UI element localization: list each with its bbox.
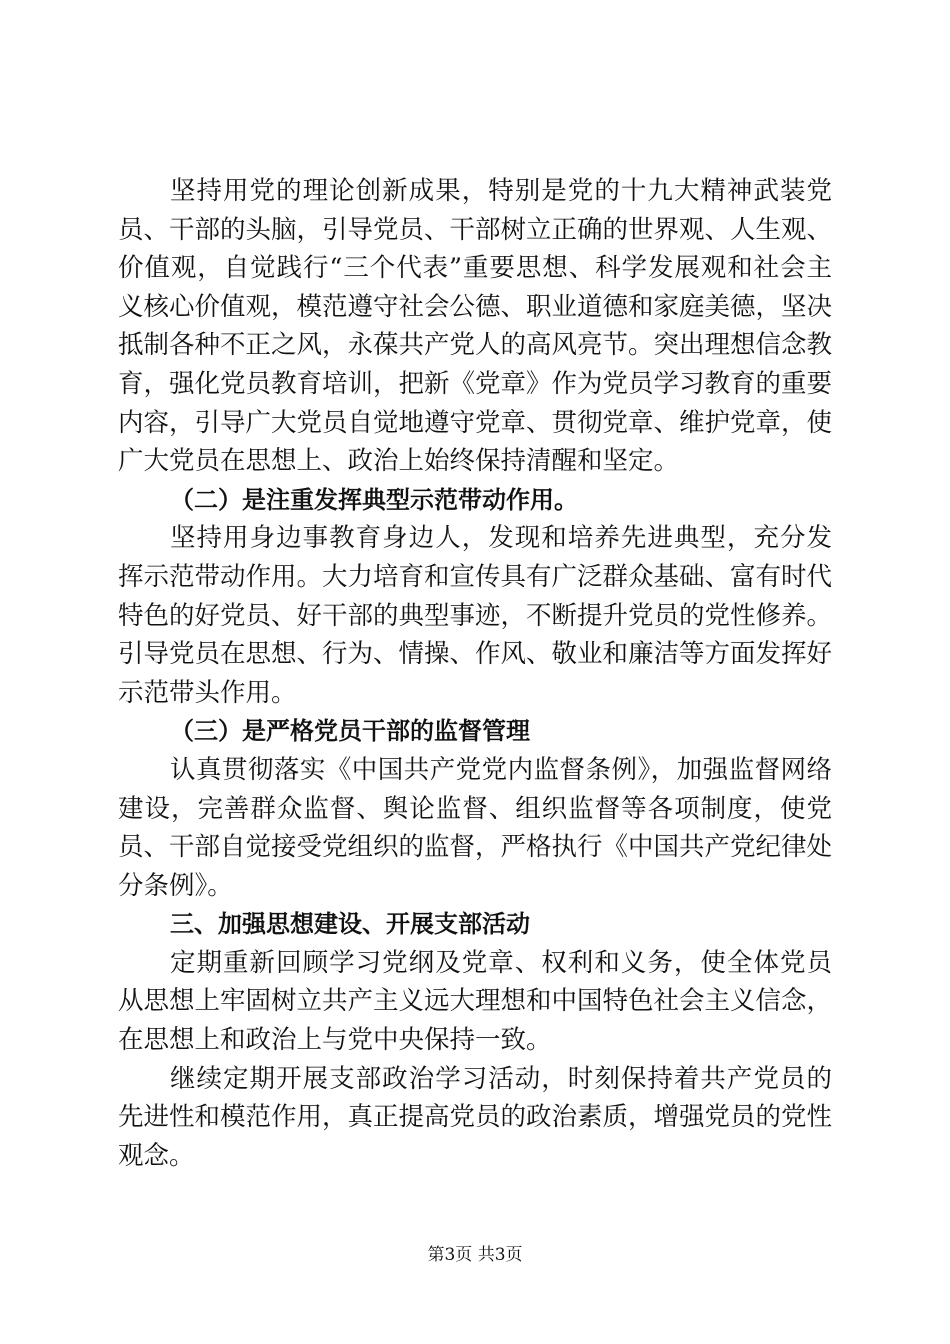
- paragraph-branch-study: 继续定期开展支部政治学习活动，时刻保持着共产党员的先进性和模范作用，真正提高党员的政治素质，增强党员的党性观念。: [118, 1063, 833, 1171]
- paragraph-review-study: 定期重新回顾学习党纲及党章、权利和义务，使全体党员从思想上牢固树立共产主义远大理想和中国特色社会主义信念，在思想上和政治上与党中央保持一致。: [118, 947, 833, 1056]
- heading-model-role: （二）是注重发挥典型示范带动作用。: [170, 485, 578, 514]
- paragraph-model-role: 坚持用身边事教育身边人，发现和培养先进典型，充分发挥示范带动作用。大力培育和宣传具有广泛群众基础、富有时代特色的好党员、好干部的典型事迹，不断提升党员的党性修养。引导党员在思想、行为、情操、作风、敬业和廉洁等方面发挥好示范带头作用。: [118, 523, 833, 708]
- paragraph-theory-arming: 坚持用党的理论创新成果，特别是党的十九大精神武装党员、干部的头脑，引导党员、干部树立正确的世界观、人生观、价值观，自觉践行“三个代表”重要思想、科学发展观和社会主义核心价值观，模范遵守社会公德、职业道德和家庭美德，坚决抵制各种不正之风，永葆共产党人的高风亮节。突出理想信念教育，强化党员教育培训，把新《党章》作为党员学习教育的重要内容，引导广大党员自觉地遵守党章、贯彻党章、维护党章，使广大党员在思想上、政治上始终保持清醒和坚定。: [118, 176, 833, 477]
- heading-supervision: （三）是严格党员干部的监督管理: [170, 717, 530, 746]
- document-body: [118, 172, 832, 1175]
- heading-ideological-building: 三、加强思想建设、开展支部活动: [170, 910, 530, 939]
- page-number-footer: 第3页 共3页: [427, 1245, 523, 1265]
- paragraph-supervision: 认真贯彻落实《中国共产党党内监督条例》，加强监督网络建设，完善群众监督、舆论监督、组织监督等各项制度，使党员、干部自觉接受党组织的监督，严格执行《中国共产党纪律处分条例》。: [118, 754, 833, 901]
